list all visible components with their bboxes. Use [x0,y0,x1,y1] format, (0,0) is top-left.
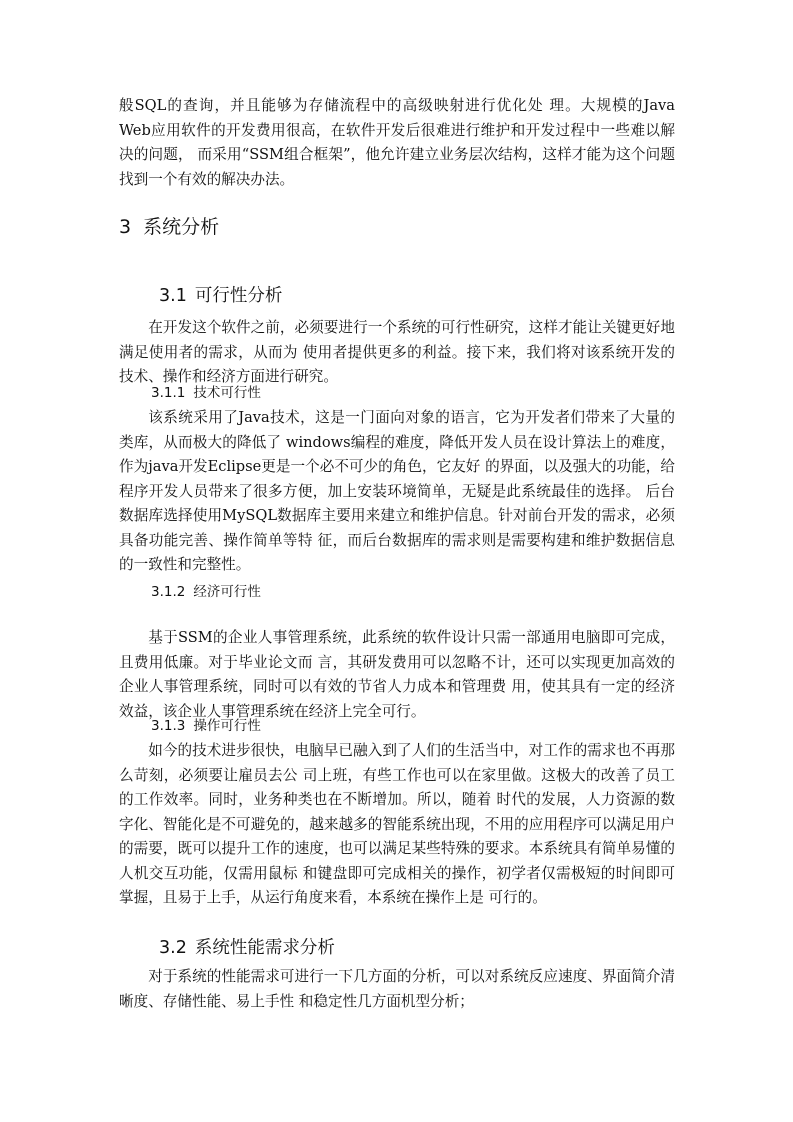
section-3-1-3-number: 3.1.3 [151,718,186,734]
operational-feasibility-paragraph: 如今的技术进步很快，电脑早已融入到了人们的生活当中，对工作的需求也不再那么苛刻，必须要让雇员去公 司上班，有些工作也可以在家里做。这极大的改善了员工的工作效率。同时，业务种类也在不断增加。所以，随着 时代的发展，人力资源的数字化、智能化是不可避免的，越来越多的智能系统出现，不用的应用程序可以满足用户 的需要，既可以提升工作的速度，也可以满足某些特殊的要求。本系统具有简单易懂的人机交互功能，仅需用鼠标 和键盘即可完成相关的操作，初学者仅需极短的时间即可掌握，且易于上手，从运行角度来看，本系统在操作上是 可行的。 [119,742,675,906]
section-3-1-heading [159,284,282,308]
performance-paragraph: 对于系统的性能需求可进行一下几方面的分析，可以对系统反应速度、界面简介清晰度、存储性能、易上手性 和稳定性几方面机型分析； [119,968,675,1010]
economic-feasibility-paragraph: 基于SSM的企业人事管理系统，此系统的软件设计只需一部通用电脑即可完成，且费用低廉。对于毕业论文而 言，其研发费用可以忽略不计，还可以实现更加高效的企业人事管理系统，同时可以有效的节省人力成本和管理费 用，使其具有一定的经济效益，该企业人事管理系统在经济上完全可行。 [119,629,675,720]
section-3-1-1-heading [151,383,261,403]
chapter-3-number: 3 [119,216,132,238]
section-3-1-1-title: 技术可行性 [193,385,261,401]
section-3-1-2-heading [151,582,261,602]
section-3-1-2-number: 3.1.2 [151,584,186,600]
section-3-1-title: 可行性分析 [194,286,283,306]
section-3-1-2-title: 经济可行性 [193,584,261,600]
section-3-1-3-title: 操作可行性 [193,718,261,734]
section-3-2-heading [159,936,335,960]
section-3-2-number: 3.2 [159,938,187,958]
section-3-2-title: 系统性能需求分析 [194,938,335,958]
section-3-1-number: 3.1 [159,286,187,306]
technical-feasibility-paragraph: 该系统采用了Java技术，这是一门面向对象的语言，它为开发者们带来了大量的类库，从而极大的降低了 windows编程的难度，降低开发人员在设计算法上的难度，作为java开发Eclipse更是一个必不可少的角色，它友好 的界面，以及强大的功能，给程序开发人员带来了很多方便，加上安装环境简单，无疑是此系统最佳的选择。 后台 数据库选择使用MySQL数据库主要用来建立和维护信息。针对前台开发的需求，必须具备功能完善、操作简单等特 征，而后台数据库的需求则是需要构建和维护数据信息的一致性和完整性。 [119,409,675,573]
intro-paragraph: 般SQL的查询，并且能够为存储流程中的高级映射进行优化处 理。大规模的Java Web应用软件的开发费用很高，在软件开发后很难进行维护和开发过程中一些难以解决的问题， 而采用“SSM组合框架”，他允许建立业务层次结构，这样才能为这个问题找到一个有效的解决办法。 [119,97,675,188]
feasibility-paragraph: 在开发这个软件之前，必须要进行一个系统的可行性研究，这样才能让关键更好地满足使用者的需求，从而为 使用者提供更多的利益。接下来，我们将对该系统开发的技术、操作和经济方面进行研究。 [119,319,675,385]
section-3-1-1-number: 3.1.1 [151,385,186,401]
section-3-1-3-heading [151,716,261,736]
chapter-3-title: 系统分析 [143,216,220,238]
chapter-3-heading [119,214,219,240]
